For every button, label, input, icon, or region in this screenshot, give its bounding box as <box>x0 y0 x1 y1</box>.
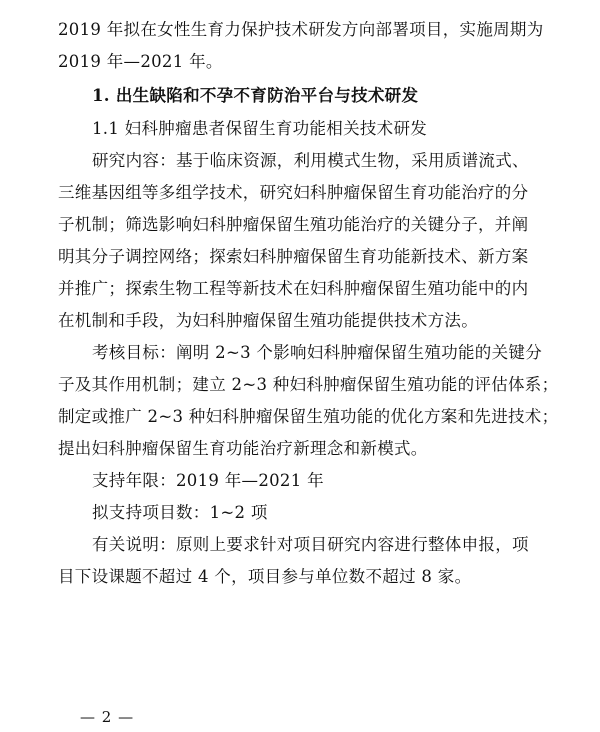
assessment-goals-line-2: 子及其作用机制；建立 2~3 种妇科肿瘤保留生殖功能的评估体系； <box>58 375 559 394</box>
support-period: 支持年限：2019 年—2021 年 <box>92 471 324 490</box>
intro-line-1: 2019 年拟在女性生育力保护技术研发方向部署项目，实施周期为 <box>58 20 544 39</box>
notes-line-2: 目下设课题不超过 4 个，项目参与单位数不超过 8 家。 <box>58 567 472 586</box>
assessment-goals-line-3: 制定或推广 2~3 种妇科肿瘤保留生殖功能的优化方案和先进技术； <box>58 407 559 426</box>
assessment-goals-line-4: 提出妇科肿瘤保留生育功能治疗新理念和新模式。 <box>58 439 428 458</box>
research-content-line-2: 三维基因组等多组学技术，研究妇科肿瘤保留生育功能治疗的分 <box>58 183 529 202</box>
research-content-line-1: 研究内容：基于临床资源，利用模式生物，采用质谱流式、 <box>92 151 529 170</box>
page-number: — 2 — <box>80 708 135 726</box>
section-heading: 1. 出生缺陷和不孕不育防治平台与技术研发 <box>92 86 419 105</box>
support-count: 拟支持项目数：1~2 项 <box>92 503 268 522</box>
notes-line-1: 有关说明：原则上要求针对项目研究内容进行整体申报，项 <box>92 535 529 554</box>
assessment-goals-line-1: 考核目标：阐明 2~3 个影响妇科肿瘤保留生殖功能的关键分 <box>92 343 543 362</box>
research-content-line-4: 明其分子调控网络；探索妇科肿瘤保留生育功能新技术、新方案 <box>58 247 529 266</box>
research-content-line-6: 在机制和手段，为妇科肿瘤保留生殖功能提供技术方法。 <box>58 311 478 330</box>
research-content-line-5: 并推广；探索生物工程等新技术在妇科肿瘤保留生殖功能中的内 <box>58 279 529 298</box>
intro-line-2: 2019 年—2021 年。 <box>58 52 223 71</box>
subsection-heading: 1.1 妇科肿瘤患者保留生育功能相关技术研发 <box>92 119 428 138</box>
research-content-line-3: 子机制；筛选影响妇科肿瘤保留生殖功能治疗的关键分子，并阐 <box>58 215 529 234</box>
